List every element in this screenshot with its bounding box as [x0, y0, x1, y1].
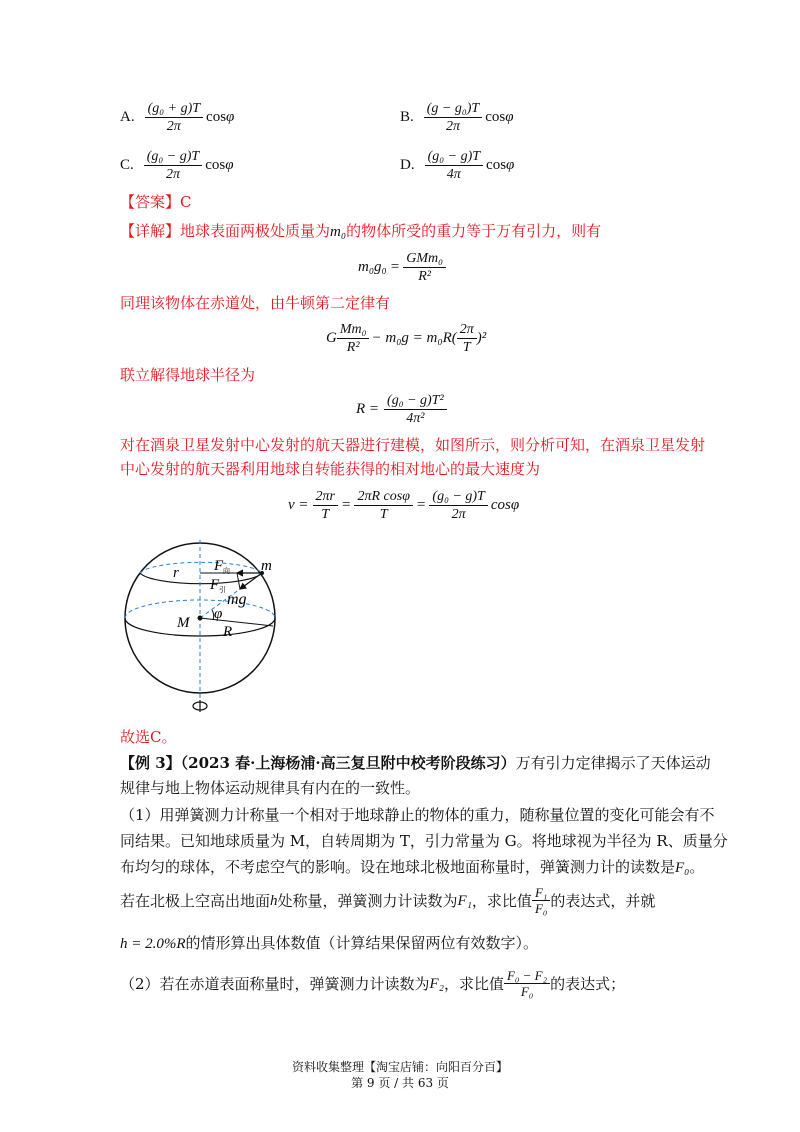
- example3-p2-line: （2）若在赤道表面称量时，弹簧测力计读数为 F₂ ，求比值 $\frac{\text{F₀ − F₂}}{\text{F₀}}$ 的表达式；: [120, 968, 626, 999]
- label-F2-sub: 引: [219, 586, 226, 594]
- detail-line-2: 同理该物体在赤道处，由牛顿第二定律有: [120, 294, 391, 312]
- option-c-label: C.: [120, 157, 134, 173]
- label-R: R: [223, 624, 233, 640]
- answer-tag: 【答案】: [120, 193, 181, 211]
- footer-source: 资料收集整理【淘宝店铺：向阳百分百】: [291, 1060, 508, 1074]
- example3-tag: 【例 3】: [120, 754, 181, 772]
- label-F: F: [214, 558, 224, 574]
- option-a-fraction: $\frac{\text{(g₀ + g)T}}{2\pi}$: [145, 100, 203, 135]
- example3-p1-line-5: h = 2.0%R的情形算出具体数值（计算结果保留两位有效数字）。: [120, 934, 539, 952]
- latitude-front: [140, 573, 262, 584]
- option-c: C. $\frac{\text{(g₀ − g)T}}{2\pi}$ cosφ: [120, 149, 234, 182]
- answer-line: [120, 191, 192, 213]
- option-c-fraction: $\frac{\text{(g₀ − g)T}}{2\pi}$: [144, 148, 202, 183]
- option-d-fraction: $\frac{\text{(g₀ − g)T}}{4\pi}$: [425, 148, 483, 183]
- example3-source: （2023 春·上海杨浦·高三复旦附中校考阶段练习）: [180, 754, 516, 772]
- latitude-back: [140, 562, 262, 573]
- example3-line-1: 【例 3】（2023 春·上海杨浦·高三复旦附中校考阶段练习）万有引力定律揭示了天体运动: [120, 754, 711, 772]
- option-b-label: B.: [400, 109, 414, 125]
- option-a-label: A.: [120, 109, 135, 125]
- center-dot: [198, 616, 203, 621]
- footer-page-number: 第 9 页 / 共 63 页: [351, 1076, 449, 1090]
- equation-4: v = $\frac{2\pi r}{T}$ = $\frac{\text{2πR cosφ}}{T}$ = $\frac{\text{(g₀ − g)T}}{2\pi}$ cosφ: [288, 489, 520, 522]
- example3-line-2: 规律与地上物体运动规律具有内在的一致性。: [120, 779, 421, 797]
- equation-2: G $\frac{\text{Mm₀}}{\text{R²}}$ − m₀g = m₀R( $\frac{2\pi}{T}$ )²: [326, 322, 487, 355]
- detail-line-3: 联立解得地球半径为: [120, 366, 256, 384]
- label-mg: mg: [227, 591, 247, 608]
- equation-3: R = $\frac{\text{(g₀ − g)T²}}{\text{4π²}}$: [356, 392, 447, 427]
- detail-tag: 【详解】: [120, 222, 181, 240]
- label-r: r: [173, 565, 179, 581]
- conclusion: 故选C。: [120, 728, 177, 746]
- option-b-fraction: $\frac{\text{(g − g₀)T}}{2\pi}$: [424, 100, 482, 135]
- equator-radius: [200, 618, 273, 626]
- gravitation-arrow: [240, 573, 262, 589]
- option-d-label: D.: [400, 157, 415, 173]
- equator-back: [125, 600, 275, 618]
- detail-line-4b: 中心发射的航天器利用地球自转能获得的相对地心的最大速度为: [120, 460, 541, 478]
- example3-p1-line-4: 若在北极上空高出地面 h 处称量，弹簧测力计读数为 F₁ ，求比值 $\frac{\text{F₁}}{\text{F₀}}$ 的表达式，并就: [120, 885, 656, 916]
- option-a: A. $\frac{\text{(g₀ + g)T}}{2\pi}$ cosφ: [120, 101, 235, 134]
- earth-rotation-diagram: [115, 540, 305, 720]
- label-F2: F: [210, 577, 220, 593]
- example3-p1-line-1: （1）用弹簧测力计称量一个相对于地球静止的物体的重力，随称量位置的变化可能会有不: [120, 806, 715, 824]
- option-b: B. $\frac{\text{(g − g₀)T}}{2\pi}$ cosφ: [400, 101, 514, 134]
- label-m: m: [261, 558, 272, 574]
- equation-1: m₀g₀ = $\frac{\text{GMm₀}}{\text{R²}}$: [358, 250, 446, 285]
- answer-value: C: [180, 193, 192, 211]
- label-F-sub: 向: [223, 567, 230, 575]
- label-phi: φ: [214, 606, 223, 622]
- detail-line-4a: 对在酒泉卫星发射中心发射的航天器进行建模，如图所示，则分析可知，在酒泉卫星发射: [120, 436, 706, 454]
- example3-p1-line-2: 同结果。已知地球质量为 M，自转周期为 T，引力常量为 G。将地球视为半径为 R、质量分: [120, 832, 728, 850]
- option-d: D. $\frac{\text{(g₀ − g)T}}{4\pi}$ cosφ: [400, 149, 515, 182]
- label-M: M: [177, 615, 190, 631]
- detail-line-1: 【详解】地球表面两极处质量为m₀的物体所受的重力等于万有引力，则有: [120, 222, 602, 240]
- example3-p1-line-3: 布均匀的球体，不考虑空气的影响。设在地球北极地面称量时，弹簧测力计的读数是F₀。: [120, 858, 705, 876]
